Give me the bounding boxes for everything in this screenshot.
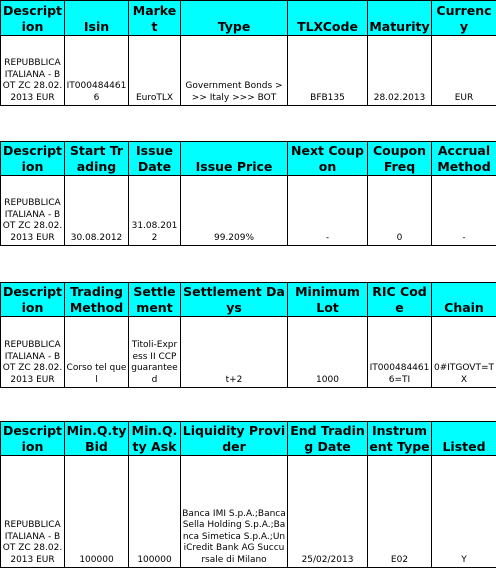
maturity-cell: 28.02.2013	[368, 36, 432, 106]
description-cell: REPUBBLICA ITALIANA - BOT ZC 28.02.2013 EUR	[1, 317, 65, 388]
header-row	[1, 422, 496, 456]
accrual-method-cell: -	[432, 176, 496, 246]
header-cell: RIC Code	[368, 283, 432, 317]
min-qty-ask-cell: 100000	[129, 456, 181, 568]
tlxcode-cell: BFB135	[288, 36, 368, 106]
ric-code-cell: IT0004844616=TI	[368, 317, 432, 388]
header-cell: Min.Q.ty Bid	[65, 422, 129, 456]
issue-price-cell: 99.209%	[181, 176, 288, 246]
header-cell: Description	[1, 142, 65, 176]
instrument-type-cell: E02	[368, 456, 432, 568]
header-row	[1, 142, 496, 176]
header-cell: Type	[181, 1, 288, 36]
header-cell: Coupon Freq	[368, 142, 432, 176]
table-row	[1, 36, 496, 106]
header-row	[1, 1, 496, 36]
table-row	[1, 456, 496, 568]
header-cell: Market	[129, 1, 181, 36]
table-row	[1, 176, 496, 246]
currency-cell: EUR	[432, 36, 496, 106]
header-cell: Accrual Method	[432, 142, 496, 176]
header-cell: Next Coupon	[288, 142, 368, 176]
header-cell: Minimum Lot	[288, 283, 368, 317]
header-cell: Liquidity Provider	[181, 422, 288, 456]
listed-cell: Y	[432, 456, 496, 568]
start-trading-cell: 30.08.2012	[65, 176, 129, 246]
header-cell: Issue Date	[129, 142, 181, 176]
settlement-cell: Titoli-Express II CCP guaranteed	[129, 317, 181, 388]
market-cell: EuroTLX	[129, 36, 181, 106]
header-cell: TLXCode	[288, 1, 368, 36]
description-cell: REPUBBLICA ITALIANA - BOT ZC 28.02.2013 EUR	[1, 36, 65, 106]
header-cell: Settlement	[129, 283, 181, 317]
coupon-freq-cell: 0	[368, 176, 432, 246]
header-cell: Listed	[432, 422, 496, 456]
header-cell: End Trading Date	[288, 422, 368, 456]
table-row	[1, 317, 496, 388]
settlement-days-cell: t+2	[181, 317, 288, 388]
header-cell: Currency	[432, 1, 496, 36]
header-cell: Description	[1, 1, 65, 36]
header-cell: Chain	[432, 283, 496, 317]
header-cell: Description	[1, 283, 65, 317]
min-qty-bid-cell: 100000	[65, 456, 129, 568]
table-issue-info	[0, 141, 496, 246]
next-coupon-cell: -	[288, 176, 368, 246]
table-trading-info	[0, 282, 496, 388]
header-cell: Trading Method	[65, 283, 129, 317]
header-cell: Description	[1, 422, 65, 456]
header-cell: Isin	[65, 1, 129, 36]
header-cell: Instrument Type	[369, 423, 430, 454]
issue-date-cell: 31.08.2012	[129, 176, 181, 246]
table-general-info	[0, 0, 496, 106]
header-cell: Settlement Days	[181, 283, 288, 317]
header-cell: Issue Price	[181, 142, 288, 176]
header-cell: Start Trading	[65, 142, 129, 176]
liquidity-provider-cell: Banca IMI S.p.A.;Banca Sella Holding S.p.A.;Banca Simetica S.p.A.;UniCredit Bank AG Succursale di Milano	[181, 456, 288, 568]
chain-cell: 0#ITGOVT=TX	[432, 317, 496, 388]
table-liquidity-info	[0, 421, 496, 568]
trading-method-cell: Corso tel quel	[65, 317, 129, 388]
type-cell: Government Bonds >>> Italy >>> BOT	[181, 36, 288, 106]
header-row	[1, 283, 496, 317]
description-cell: REPUBBLICA ITALIANA - BOT ZC 28.02.2013 EUR	[1, 176, 65, 246]
end-trading-date-cell: 25/02/2013	[288, 456, 368, 568]
minimum-lot-cell: 1000	[288, 317, 368, 388]
description-cell: REPUBBLICA ITALIANA - BOT ZC 28.02.2013 EUR	[1, 456, 65, 568]
header-cell: Min.Q.ty Ask	[129, 422, 181, 456]
header-cell: Maturity	[368, 1, 432, 36]
isin-cell: IT0004844616	[65, 36, 129, 106]
